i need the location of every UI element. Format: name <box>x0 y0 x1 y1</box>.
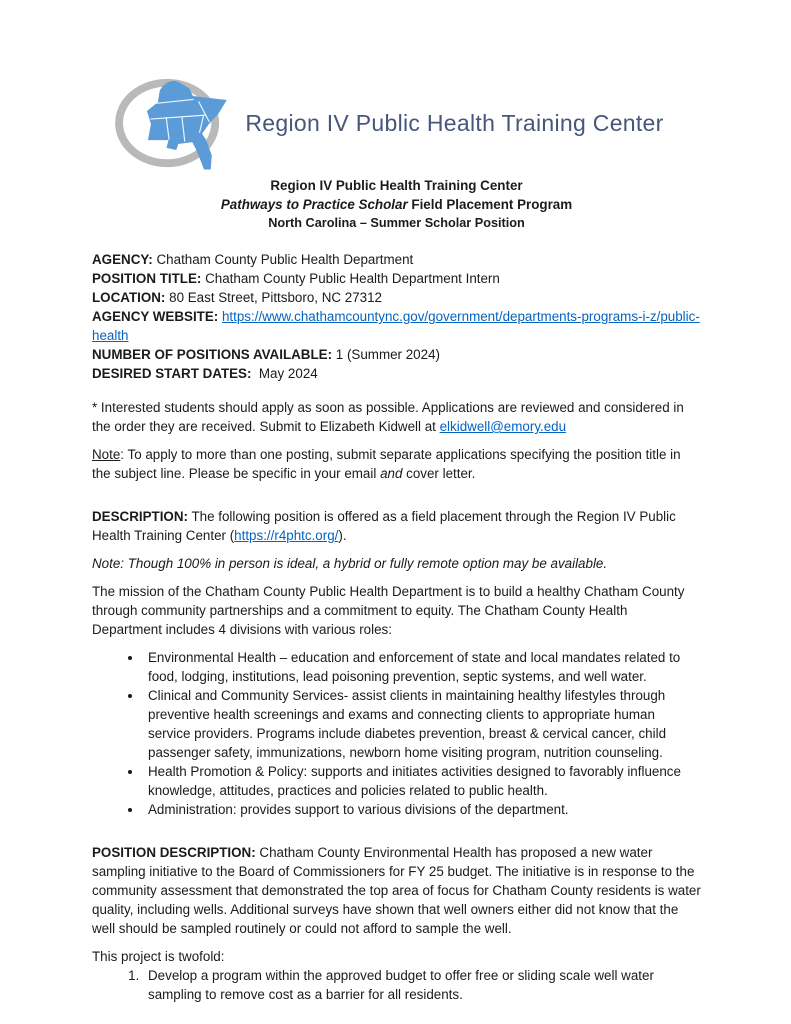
division-item-environmental-health: • Environmental Health – education and enforcement of state and local mandates related to food, lodging, institutions, lead poisoning prevention, septic systems, and well water. <box>143 648 701 686</box>
remote-option-note: Note: Though 100% in person is ideal, a hybrid or fully remote option may be available. <box>92 556 608 571</box>
agency-row <box>92 250 701 269</box>
multi-posting-note-text: : To apply to more than one posting, submit separate applications specifying the position title in the subject line. Please be specific in your email <box>92 447 681 481</box>
multi-posting-note <box>92 445 701 483</box>
division-list <box>92 648 701 819</box>
position-title-row <box>92 269 701 288</box>
agency-website-row <box>92 307 701 345</box>
description-text-end: ). <box>338 528 347 543</box>
title-line-1: Region IV Public Health Training Center <box>270 178 523 193</box>
email-link[interactable]: elkidwell@emory.edu <box>439 419 567 434</box>
logo-text: Region IV Public Health Training Center <box>245 110 664 136</box>
description-paragraph <box>92 507 701 545</box>
start-dates-value: May 2024 <box>258 366 318 381</box>
agency-label: AGENCY: <box>92 252 153 267</box>
agency-website-link[interactable]: https://www.chathamcountync.gov/government/departments-programs-i-z/public-health <box>92 309 700 343</box>
apply-instructions <box>92 398 701 436</box>
region-iv-map-icon <box>115 70 233 177</box>
position-description-text: Chatham County Environmental Health has proposed a new water sampling initiative to the Board of Commissioners for FY 25 budget. The initiative is in response to the community assessment that demonstrated the top area of focus for Chatham County residents is water quality, including wells. Additional surveys have shown that well owners either did not know that the well should be sampled routinely or could not afford to sample the well. <box>92 845 701 936</box>
start-dates-label: DESIRED START DATES: <box>92 366 252 381</box>
note-word: Note <box>92 447 121 462</box>
position-description-label: POSITION DESCRIPTION: <box>92 845 256 860</box>
location-value: 80 East Street, Pittsboro, NC 27312 <box>169 290 383 305</box>
agency-details <box>92 250 701 383</box>
description-text: The following position is offered as a field placement through the Region IV Public Health Training Center ( <box>92 509 676 543</box>
positions-available-row <box>92 345 701 364</box>
division-item-health-promotion-policy: • Health Promotion & Policy: supports and initiates activities designed to favorably influence knowledge, attitudes, practices and policies related to public health. <box>143 762 701 800</box>
title-line-2-italic: Pathways to Practice Scholar <box>220 197 408 212</box>
title-line-2 <box>92 195 701 214</box>
division-item-administration: • Administration: provides support to various divisions of the department. <box>143 800 701 819</box>
positions-available-label: NUMBER OF POSITIONS AVAILABLE: <box>92 347 333 362</box>
document-title-block <box>92 176 701 233</box>
title-line-2-rest: Field Placement Program <box>407 197 573 212</box>
position-description-paragraph <box>92 843 701 938</box>
division-item-clinical-community-services: • Clinical and Community Services- assist clients in maintaining healthy lifestyles through preventive health screenings and exams and connecting clients to appropriate human service providers. Programs include diabetes prevention, breast & cervical cancer, child passenger safety, immunizations, newborn home visiting program, nutrition counseling. <box>143 686 701 762</box>
agency-website-label: AGENCY WEBSITE: <box>92 309 219 324</box>
start-dates-row <box>92 364 701 383</box>
and-word: and <box>380 466 403 481</box>
location-label: LOCATION: <box>92 290 166 305</box>
project-task-1: 1. Develop a program within the approved budget to offer free or sliding scale well water sampling to remove cost as a barrier for all residents. <box>143 966 701 1004</box>
apply-instructions-text: * Interested students should apply as soon as possible. Applications are reviewed and considered in the order they are received. Submit to Elizabeth Kidwell at <box>92 400 684 434</box>
r4phtc-logo <box>78 72 701 174</box>
mission-paragraph: The mission of the Chatham County Public Health Department is to build a healthy Chatham County through community partnerships and a commitment to equity. The Chatham County Health Department includes 4 divisions with various roles: <box>92 584 685 637</box>
description-label: DESCRIPTION: <box>92 509 188 524</box>
multi-posting-note-end: cover letter. <box>402 466 476 481</box>
r4phtc-link[interactable]: https://r4phtc.org/ <box>234 528 339 543</box>
project-task-list <box>92 966 701 1004</box>
project-intro: This project is twofold: <box>92 949 225 964</box>
position-title-value: Chatham County Public Health Department Intern <box>205 271 500 286</box>
position-title-label: POSITION TITLE: <box>92 271 202 286</box>
title-line-3: North Carolina – Summer Scholar Position <box>268 216 525 230</box>
agency-value: Chatham County Public Health Department <box>156 252 414 267</box>
location-row <box>92 288 701 307</box>
positions-available-value: 1 (Summer 2024) <box>335 347 440 362</box>
